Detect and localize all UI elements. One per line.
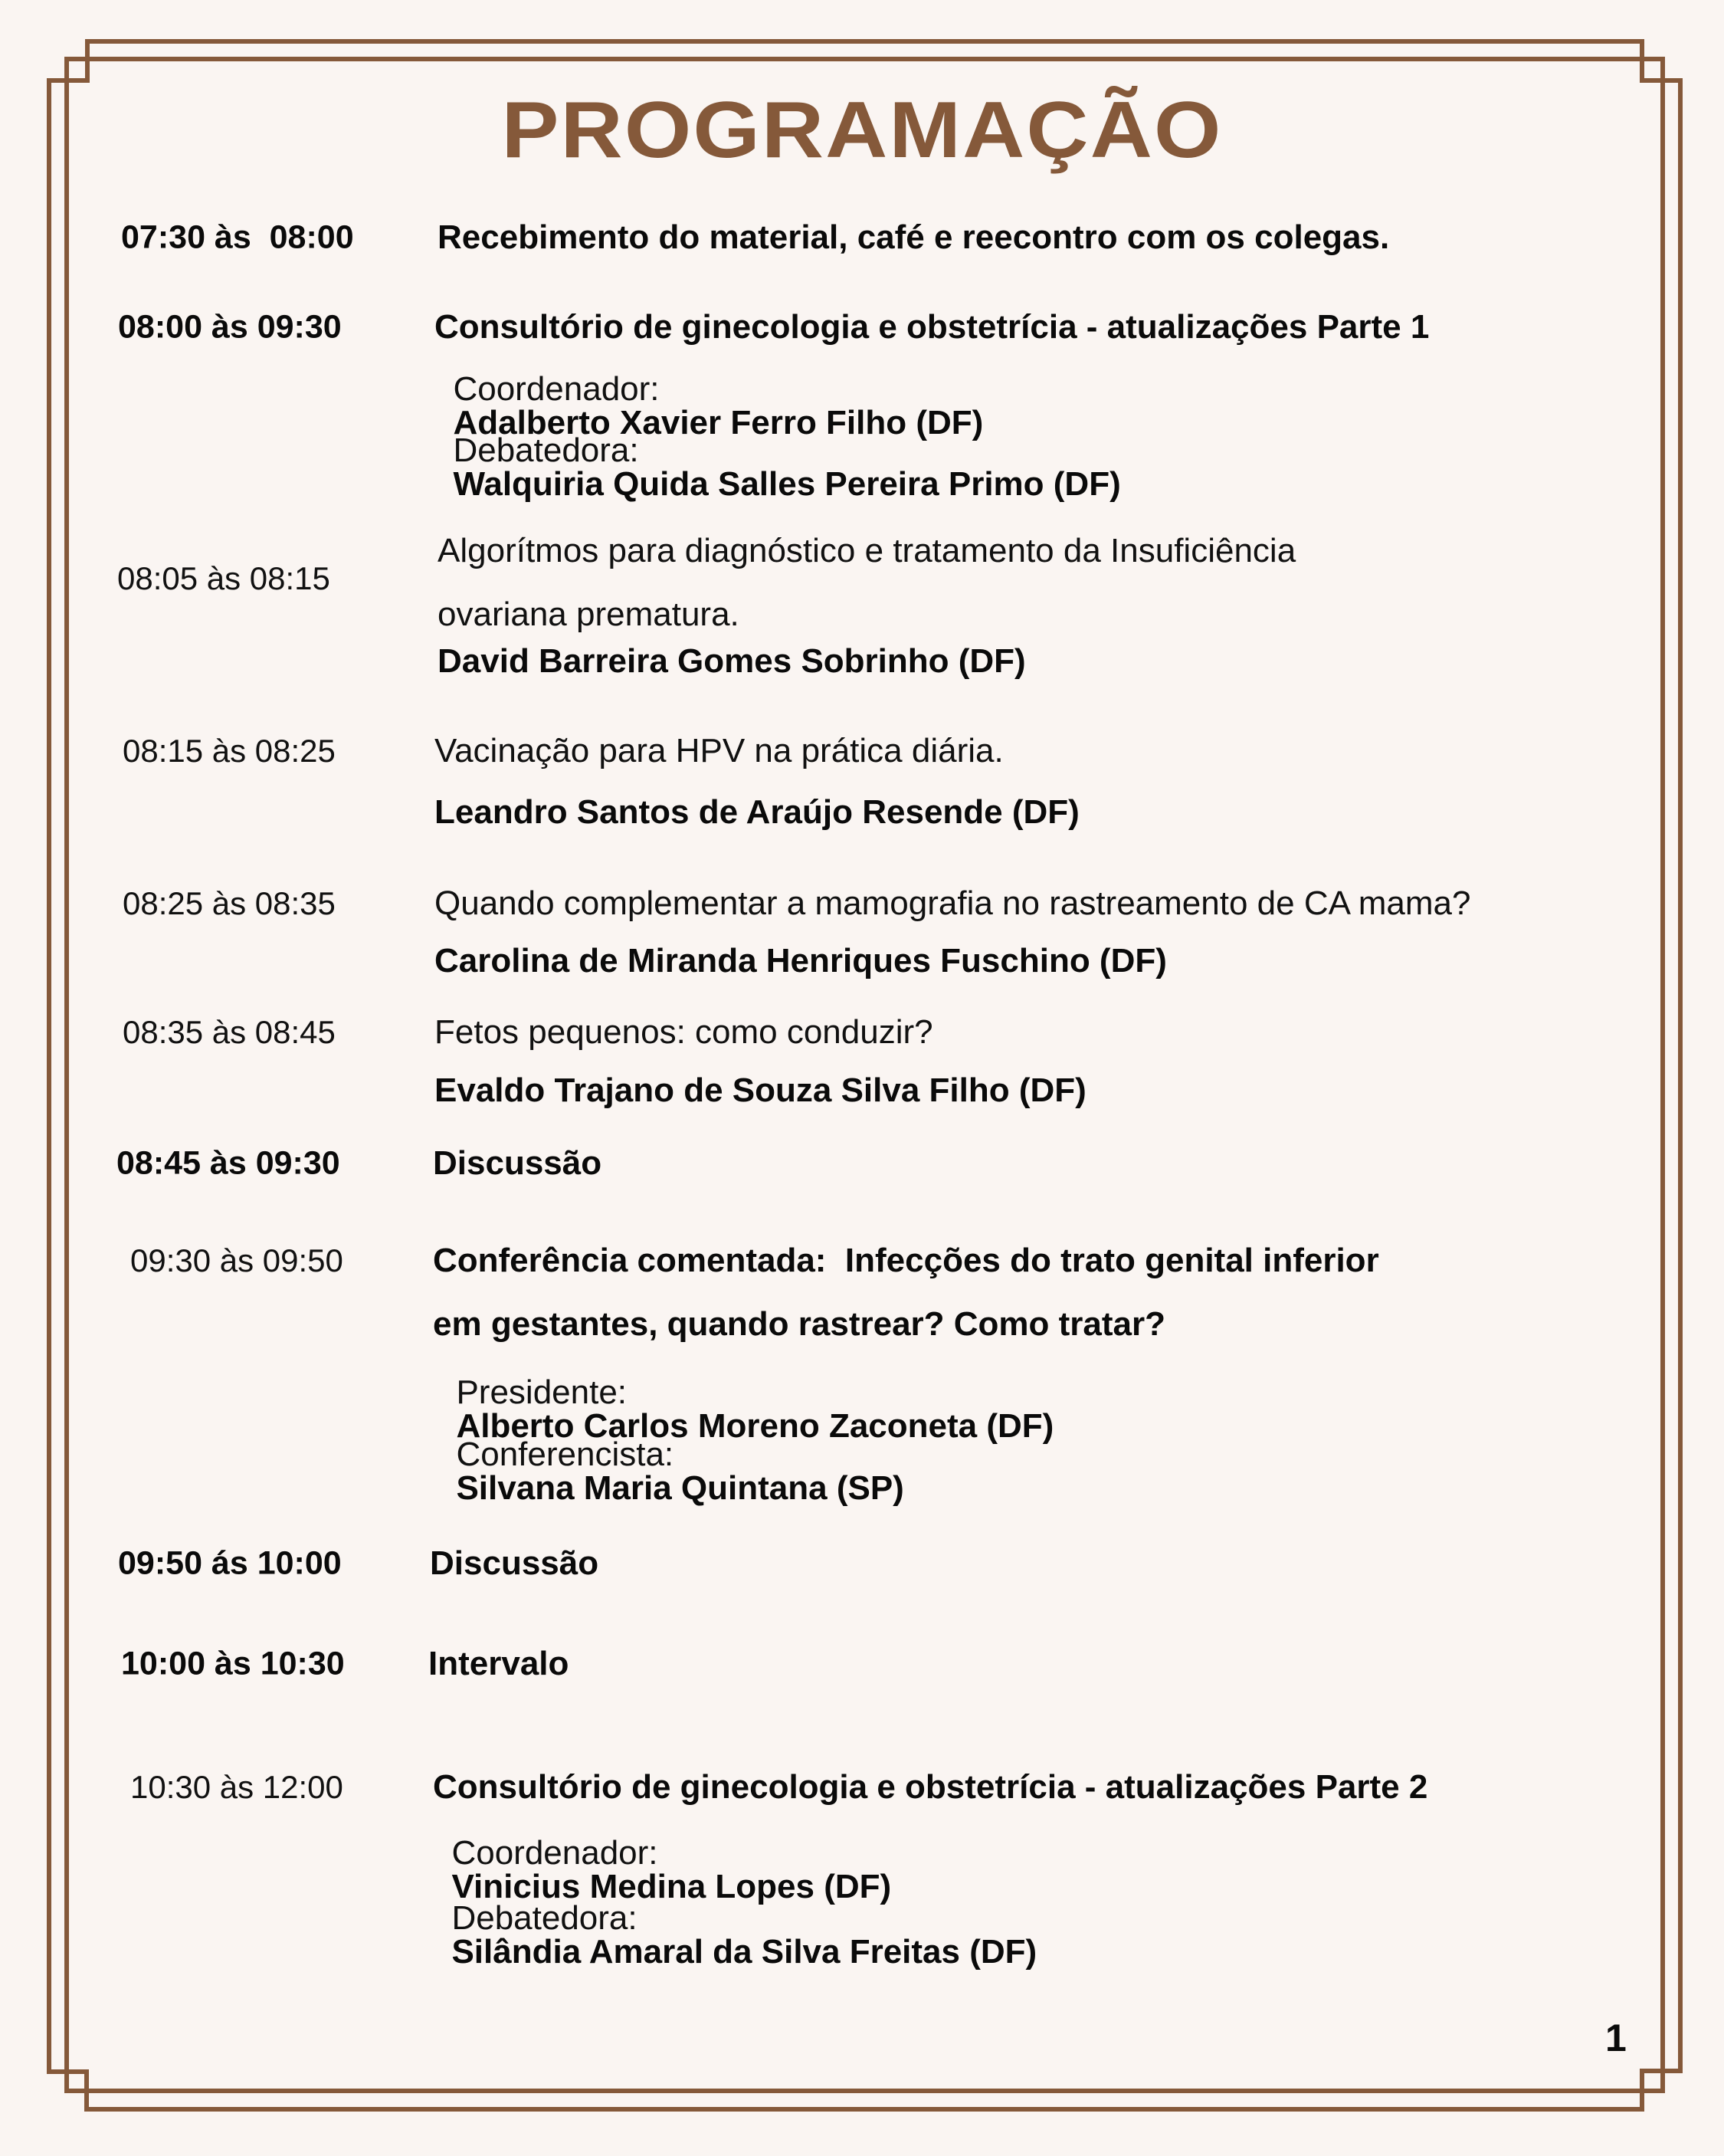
talk-topic: Vacinação para HPV na prática diária. — [434, 732, 1004, 770]
page-title: PROGRAMAÇÃO — [501, 86, 1223, 175]
role-line — [434, 400, 1121, 501]
session-title: Conferência comentada: Infecções do trato genital inferior — [433, 1242, 1379, 1279]
role-line — [438, 1404, 904, 1505]
time-slot: 08:25 às 08:35 — [123, 885, 336, 921]
session-title: Discussão — [433, 1144, 602, 1182]
role-label: Debatedora: — [451, 1899, 637, 1937]
role-label: Coordenador: — [451, 1834, 658, 1872]
role-label: Presidente: — [456, 1373, 628, 1411]
time-slot: 08:45 às 09:30 — [116, 1144, 340, 1182]
time-slot: 08:00 às 09:30 — [118, 308, 342, 346]
session-title: Discussão — [430, 1544, 599, 1582]
speaker-name: David Barreira Gomes Sobrinho (DF) — [438, 642, 1026, 680]
role-label: Coordenador: — [453, 370, 660, 408]
time-slot: 08:35 às 08:45 — [123, 1014, 336, 1050]
speaker-name: Carolina de Miranda Henriques Fuschino (DF) — [434, 942, 1167, 980]
role-name: Alberto Carlos Moreno Zaconeta (DF) — [456, 1407, 1054, 1445]
time-slot: 10:30 às 12:00 — [130, 1769, 343, 1805]
speaker-name: Evaldo Trajano de Souza Silva Filho (DF) — [434, 1071, 1087, 1109]
time-slot: 08:15 às 08:25 — [123, 733, 336, 769]
time-slot: 09:50 ás 10:00 — [118, 1544, 342, 1582]
talk-topic: Quando complementar a mamografia no rastreamento de CA mama? — [434, 884, 1471, 922]
time-slot: 10:00 às 10:30 — [121, 1645, 345, 1682]
talk-topic: Fetos pequenos: como conduzir? — [434, 1013, 933, 1051]
role-name: Adalberto Xavier Ferro Filho (DF) — [453, 404, 984, 441]
time-slot: 08:05 às 08:15 — [117, 560, 330, 596]
session-title: em gestantes, quando rastrear? Como tratar? — [433, 1305, 1166, 1343]
page-number: 1 — [1605, 2017, 1627, 2059]
role-name: Silvana Maria Quintana (SP) — [456, 1469, 904, 1507]
session-title: Consultório de ginecologia e obstetrícia - atualizações Parte 1 — [434, 308, 1430, 346]
role-line — [433, 1868, 1037, 1969]
session-title: Consultório de ginecologia e obstetrícia - atualizações Parte 2 — [433, 1768, 1428, 1806]
role-name: Silândia Amaral da Silva Freitas (DF) — [451, 1933, 1037, 1971]
role-name: Walquiria Quida Salles Pereira Primo (DF) — [453, 465, 1121, 503]
role-label: Debatedora: — [453, 432, 639, 469]
role-name: Vinicius Medina Lopes (DF) — [451, 1868, 892, 1905]
talk-topic: ovariana prematura. — [438, 596, 739, 633]
talk-topic: Algorítmos para diagnóstico e tratamento da Insuficiência — [438, 532, 1296, 569]
speaker-name: Leandro Santos de Araújo Resende (DF) — [434, 793, 1080, 831]
session-title: Recebimento do material, café e reecontro com os colegas. — [438, 218, 1390, 256]
role-label: Conferencista: — [456, 1436, 674, 1473]
time-slot: 07:30 às 08:00 — [121, 218, 354, 256]
session-title: Intervalo — [428, 1645, 569, 1682]
time-slot: 09:30 às 09:50 — [130, 1242, 343, 1278]
